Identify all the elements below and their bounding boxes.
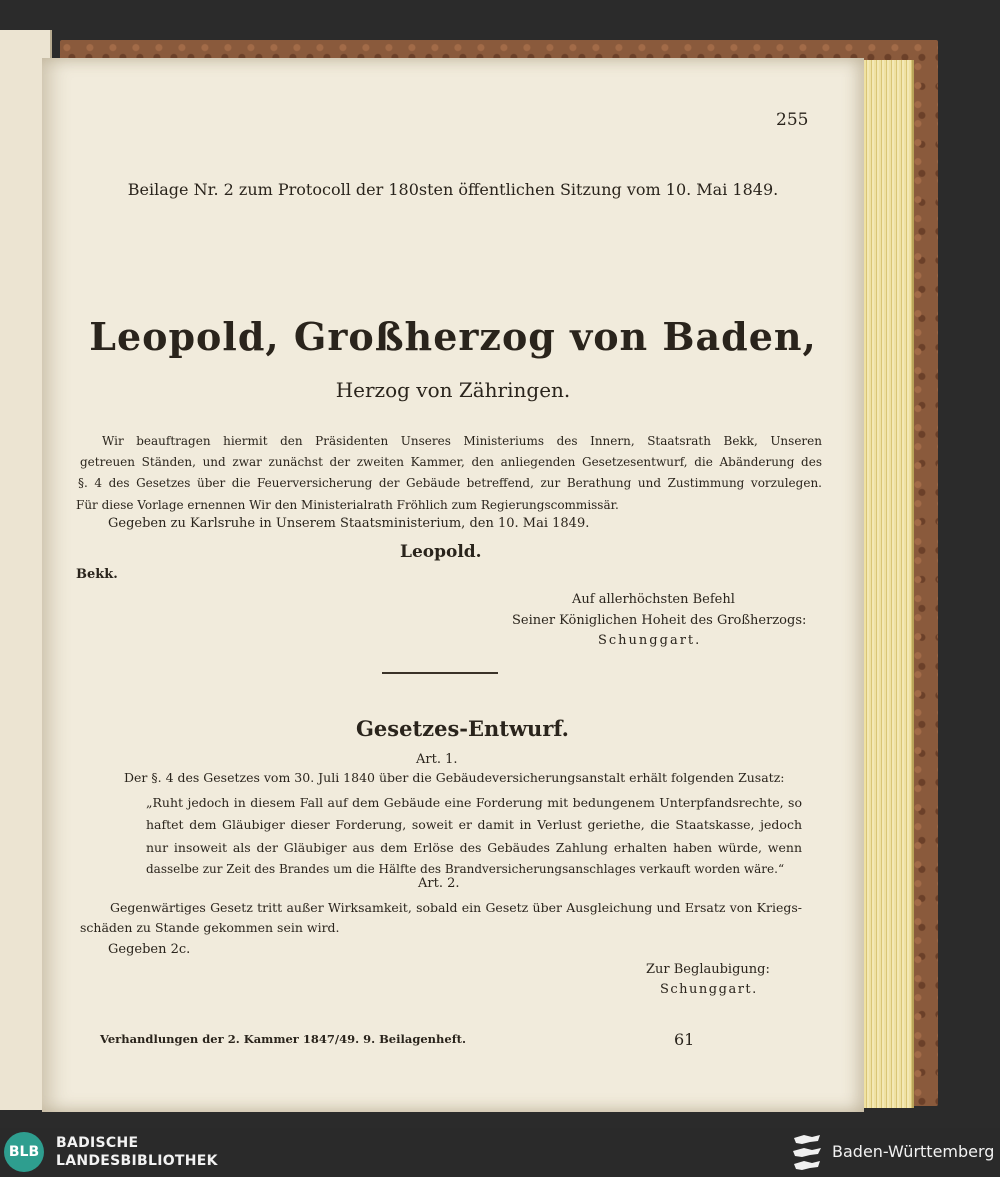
page-block-edge xyxy=(864,60,914,1108)
footer-number: 61 xyxy=(674,1030,695,1049)
library-name-line1: BADISCHE xyxy=(56,1135,139,1151)
quote-line: nur insoweit als der Gläubiger aus dem Erlöse des Gebäudes Zahlung erhalten haben würde, wenn xyxy=(146,840,802,855)
decree-line: §. 4 des Gesetzes über die Feuerversicherung der Gebäude betreffend, zur Berathung und Zustimmung vorzulegen. xyxy=(78,476,822,490)
library-name-line2: LANDESBIBLIOTHEK xyxy=(56,1153,218,1169)
decree-line: Wir beauftragen hiermit den Präsidenten Unseres Ministeriums des Innern, Staatsrath Bekk, Unseren xyxy=(102,434,822,448)
attest-label: Zur Beglaubigung: xyxy=(646,962,770,977)
state-name[interactable]: Baden-Württemberg xyxy=(832,1142,995,1161)
attest-signature: Schunggart. xyxy=(660,982,758,997)
decree-line: Für diese Vorlage ernennen Wir den Ministerialrath Fröhlich zum Regierungscommissär. xyxy=(76,498,619,512)
order-line: Schunggart. xyxy=(598,633,702,648)
given-short: Gegeben 2c. xyxy=(108,942,191,957)
footer-left: Verhandlungen der 2. Kammer 1847/49. 9. Beilagenheft. xyxy=(100,1032,466,1046)
order-line: Seiner Königlichen Hoheit des Großherzogs: xyxy=(512,613,807,628)
countersign: Bekk. xyxy=(76,567,118,582)
decree-line: getreuen Ständen, und zwar zunächst der zweiten Kammer, den anliegenden Gesetzesentwurf, die Abänderung des xyxy=(80,455,822,469)
quote-line: dasselbe zur Zeit des Brandes um die Hälfte des Brandversicherungsanschlages verkauft worden wäre.“ xyxy=(146,862,785,876)
article-heading: Art. 1. xyxy=(416,752,458,767)
draft-title: Gesetzes-Entwurf. xyxy=(356,716,569,741)
article-text: Gegenwärtiges Gesetz tritt außer Wirksamkeit, sobald ein Gesetz über Ausgleichung und Ersatz von Kriegs- xyxy=(110,900,802,915)
page-subtitle: Herzog von Zähringen. xyxy=(335,378,571,402)
page-number: 255 xyxy=(776,110,809,130)
article-text: Der §. 4 des Gesetzes vom 30. Juli 1840 über die Gebäudeversicherungsanstalt erhält folgenden Zusatz: xyxy=(124,770,785,785)
quote-line: „Ruht jedoch in diesem Fall auf dem Gebäude eine Forderung mit bedungenem Unterpfandsrechte, so xyxy=(146,795,802,810)
signature: Leopold. xyxy=(400,542,482,562)
supplement-heading: Beilage Nr. 2 zum Protocoll der 180sten öffentlichen Sitzung vom 10. Mai 1849. xyxy=(127,180,779,199)
baden-wuerttemberg-lions-icon xyxy=(790,1132,824,1172)
article-heading: Art. 2. xyxy=(418,876,460,891)
given-line: Gegeben zu Karlsruhe in Unserem Staatsministerium, den 10. Mai 1849. xyxy=(108,516,590,531)
blb-logo[interactable]: BLB xyxy=(4,1132,44,1172)
order-line: Auf allerhöchsten Befehl xyxy=(572,592,735,607)
page-title: Leopold, Großherzog von Baden, xyxy=(89,314,817,359)
divider-rule xyxy=(382,672,498,674)
article-text: schäden zu Stande gekommen sein wird. xyxy=(80,920,340,935)
quote-line: haftet dem Gläubiger dieser Forderung, soweit er damit in Verlust geriethe, die Staatskasse, jedoch xyxy=(146,817,802,832)
scanned-page xyxy=(42,58,864,1112)
